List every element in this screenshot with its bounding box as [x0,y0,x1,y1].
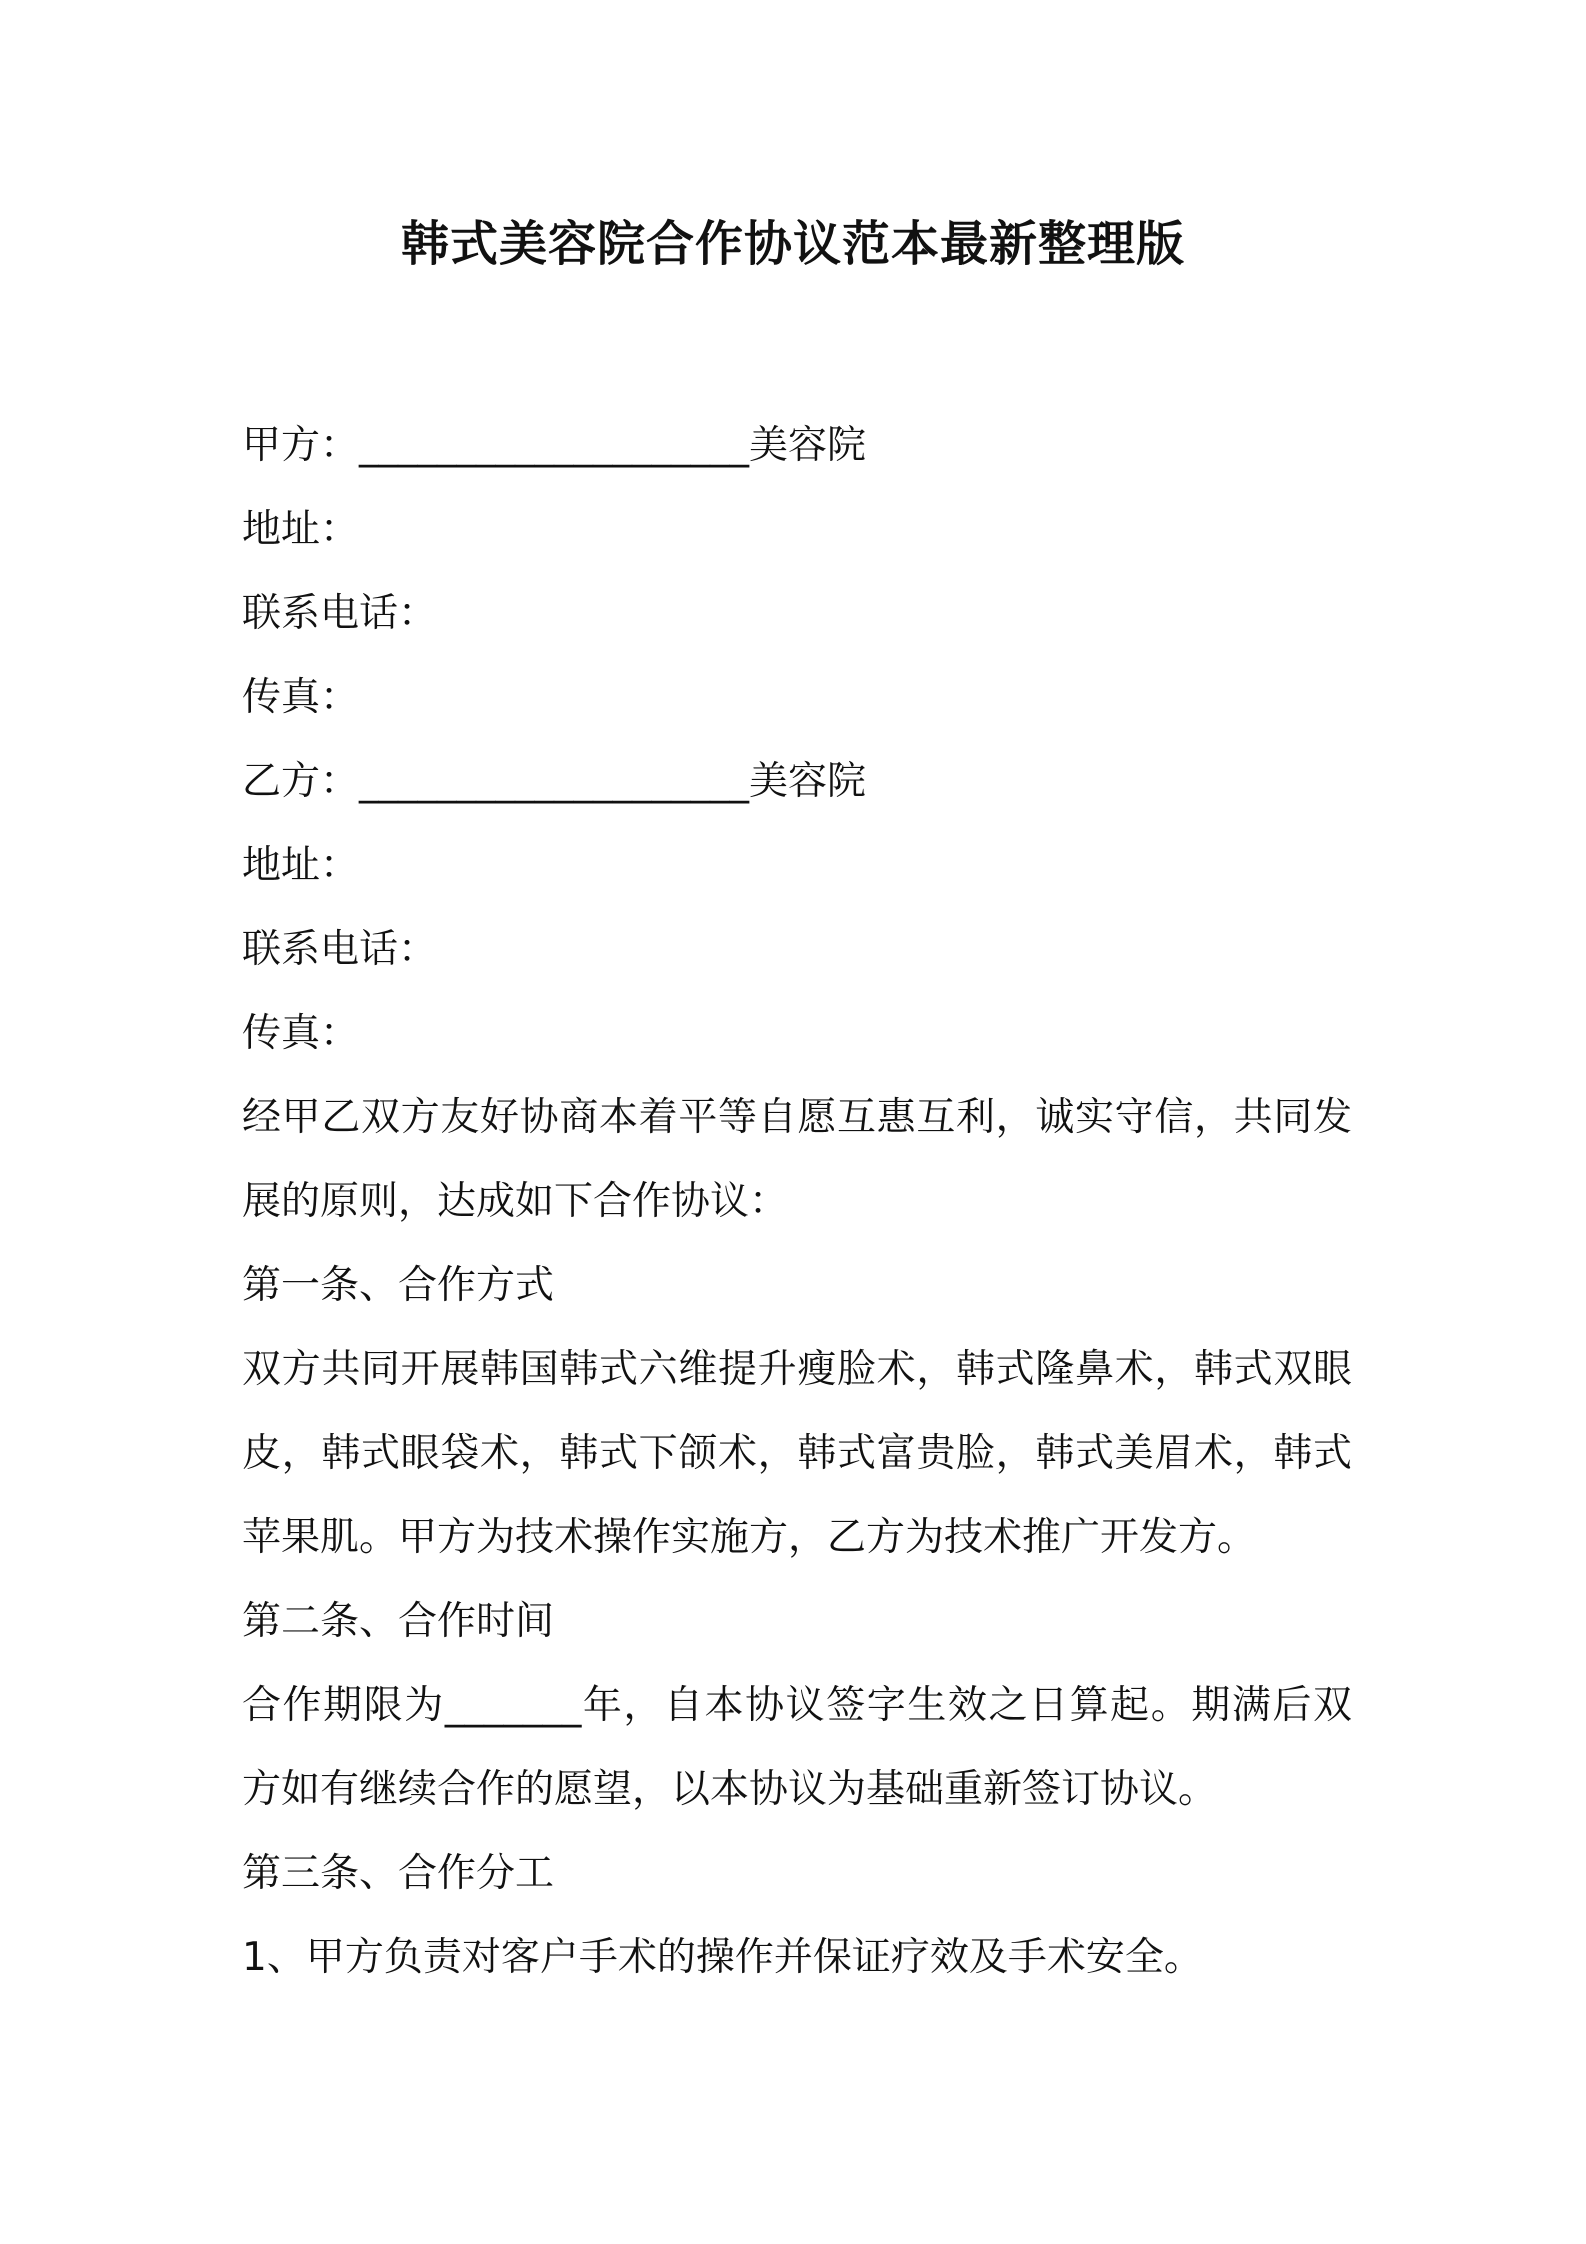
article2-body-suffix: 年，自本协议签字生效之日算起。期满后双方如有继续合作的愿望，以本协议为基础重新签订协议。 [242,1683,1352,1812]
party-a-label: 甲方： [242,423,360,468]
party-a-fax: 传真： [242,675,360,720]
article2-body [242,1664,1352,1832]
party-b-phone: 联系电话： [242,927,438,972]
article2-term-blank: _______ [444,1683,582,1728]
document-title: 韩式美容院合作协议范本最新整理版 [400,216,1185,272]
party-b-label: 乙方： [242,759,360,804]
article1-heading: 第一条、合作方式 [242,1263,555,1308]
article3-item1: 1、甲方负责对客户手术的操作并保证疗效及手术安全。 [242,1935,1203,1980]
party-a-suffix: 美容院 [749,423,867,468]
party-a-line [242,404,1352,488]
party-b-fax: 传真： [242,1011,360,1056]
party-b-name-blank: ____________________ [359,759,750,804]
party-b-line [242,740,1352,824]
document-body [242,404,1352,2000]
article2-body-prefix: 合作期限为 [242,1683,445,1728]
party-a-address: 地址： [242,507,360,552]
party-a-name-blank: ____________________ [359,423,750,468]
party-b-suffix: 美容院 [749,759,867,804]
article3-heading: 第三条、合作分工 [242,1851,555,1896]
article1-body: 双方共同开展韩国韩式六维提升瘦脸术，韩式隆鼻术，韩式双眼皮，韩式眼袋术，韩式下颌术，韩式富贵脸，韩式美眉术，韩式苹果肌。甲方为技术操作实施方，乙方为技术推广开发方。 [242,1347,1352,1560]
party-b-address: 地址： [242,843,360,888]
intro-paragraph: 经甲乙双方友好协商本着平等自愿互惠互利，诚实守信，共同发展的原则，达成如下合作协议： [242,1095,1352,1224]
party-a-phone: 联系电话： [242,591,438,636]
article2-heading: 第二条、合作时间 [242,1599,555,1644]
